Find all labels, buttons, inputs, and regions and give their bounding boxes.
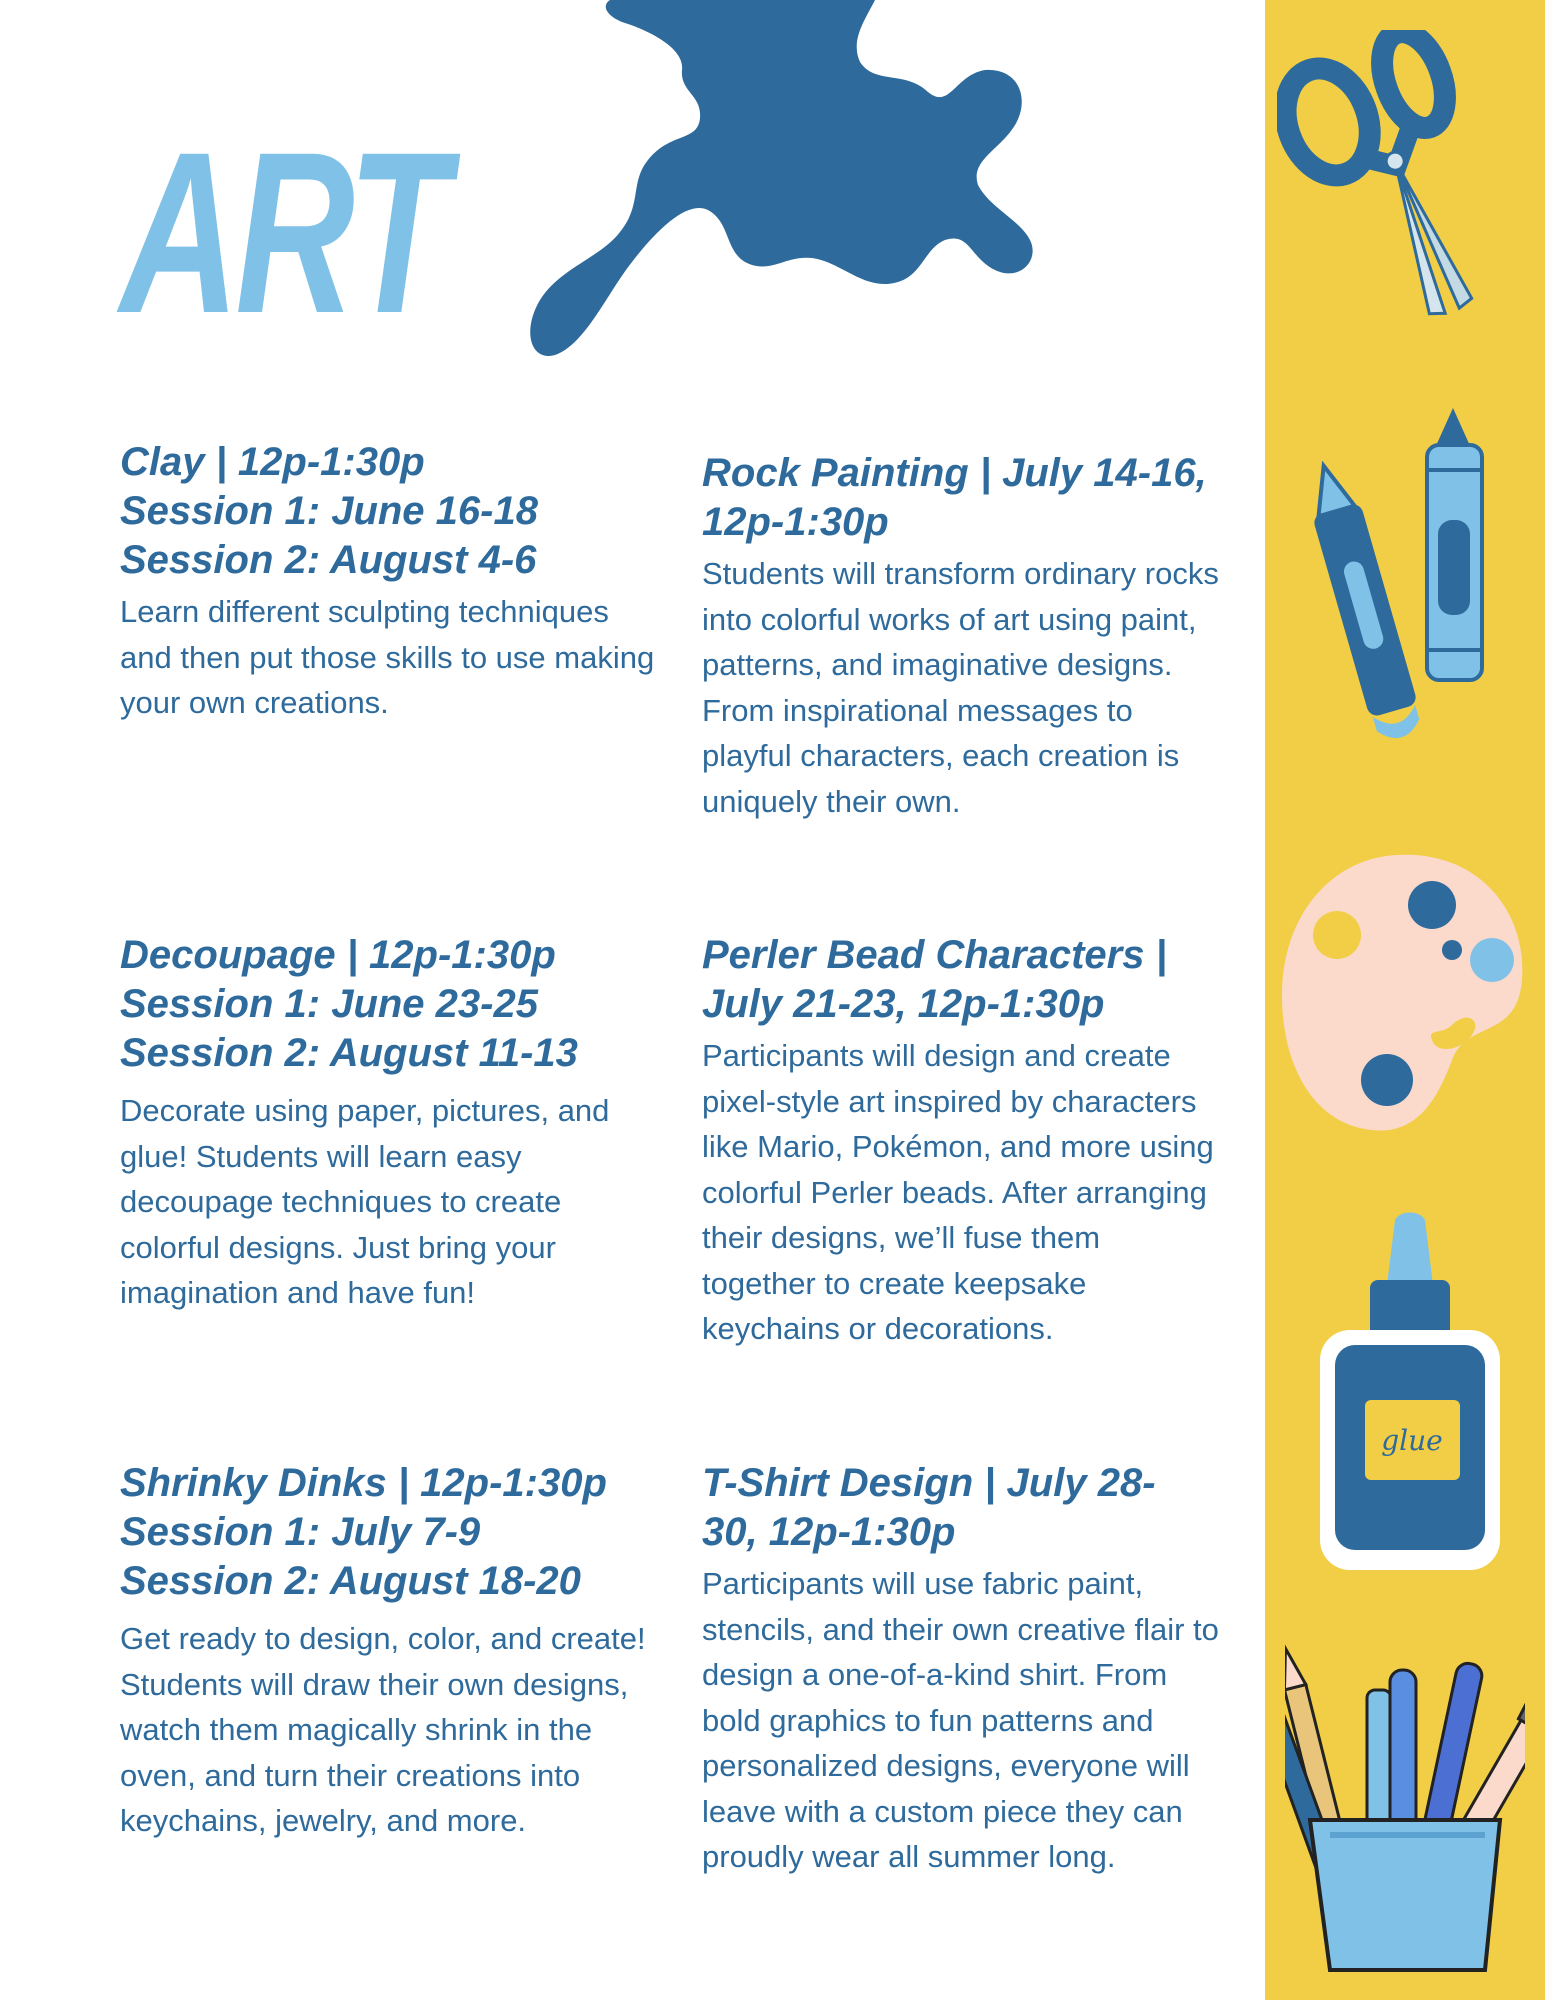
class-heading	[702, 931, 1222, 1029]
page-title: ART	[120, 104, 445, 361]
class-title-line: Perler Bead Characters |	[702, 933, 1167, 977]
palette-icon	[1277, 850, 1532, 1140]
class-session-2-line: Session 2: August 18-20	[120, 1559, 581, 1603]
class-session-2-line: Session 2: August 4-6	[120, 538, 537, 582]
class-title-line-2: 12p-1:30p	[702, 500, 889, 544]
class-session-1-line: Session 1: June 16-18	[120, 489, 538, 533]
class-title-line: Shrinky Dinks | 12p-1:30p	[120, 1461, 607, 1505]
class-title-line: Clay | 12p-1:30p	[120, 440, 425, 484]
class-session-2-line: Session 2: August 11-13	[120, 1031, 578, 1075]
class-clay	[120, 438, 660, 726]
class-heading	[120, 931, 660, 1078]
class-rock-painting	[702, 449, 1222, 824]
glue-bottle-icon	[1315, 1210, 1505, 1580]
class-heading	[702, 1459, 1222, 1557]
class-decoupage	[120, 931, 660, 1316]
class-description: Participants will use fabric paint, stencils, and their own creative flair to design a one-of-a-kind shirt. From bold graphics to fun patterns and personalized designs, everyone will leave with a custom piece they can proudly wear all summer long.	[702, 1566, 1219, 1874]
class-heading	[702, 449, 1222, 547]
class-heading	[120, 1459, 660, 1606]
sidebar-decoration	[1265, 0, 1545, 2000]
class-perler-bead-characters	[702, 931, 1222, 1352]
scissors-icon	[1277, 30, 1527, 330]
class-title-line: T-Shirt Design | July 28-	[702, 1461, 1156, 1505]
class-session-1-line: Session 1: June 23-25	[120, 982, 538, 1026]
class-shrinky-dinks	[120, 1459, 660, 1844]
class-title-line-2: 30, 12p-1:30p	[702, 1510, 956, 1554]
class-heading	[120, 438, 660, 585]
pencil-cup-icon	[1285, 1630, 1525, 1980]
class-description: Get ready to design, color, and create! Students will draw their own designs, watch them magically shrink in the oven, and turn their creations into keychains, jewelry, and more.	[120, 1621, 646, 1838]
class-session-1-line: Session 1: July 7-9	[120, 1510, 481, 1554]
paint-splat-decoration	[530, 0, 1140, 370]
class-description: Learn different sculpting techniques and then put those skills to use making your own creations.	[120, 594, 655, 720]
class-title-line-2: July 21-23, 12p-1:30p	[702, 982, 1105, 1026]
class-title-line: Rock Painting | July 14-16,	[702, 451, 1207, 495]
crayons-icon	[1305, 400, 1505, 780]
class-title-line: Decoupage | 12p-1:30p	[120, 933, 556, 977]
class-description: Participants will design and create pixel-style art inspired by characters like Mario, Pokémon, and more using colorful Perler beads. After arranging their designs, we’ll fuse them together to create keepsake keychains or decorations.	[702, 1038, 1214, 1346]
class-description: Decorate using paper, pictures, and glue! Students will learn easy decoupage techniques to create colorful designs. Just bring your imagination and have fun!	[120, 1093, 610, 1310]
class-description: Students will transform ordinary rocks into colorful works of art using paint, patterns, and imaginative designs. From inspirational messages to playful characters, each creation is uniquely their own.	[702, 556, 1219, 819]
class-t-shirt-design	[702, 1459, 1222, 1880]
glue-label: glue	[1381, 1424, 1443, 1457]
